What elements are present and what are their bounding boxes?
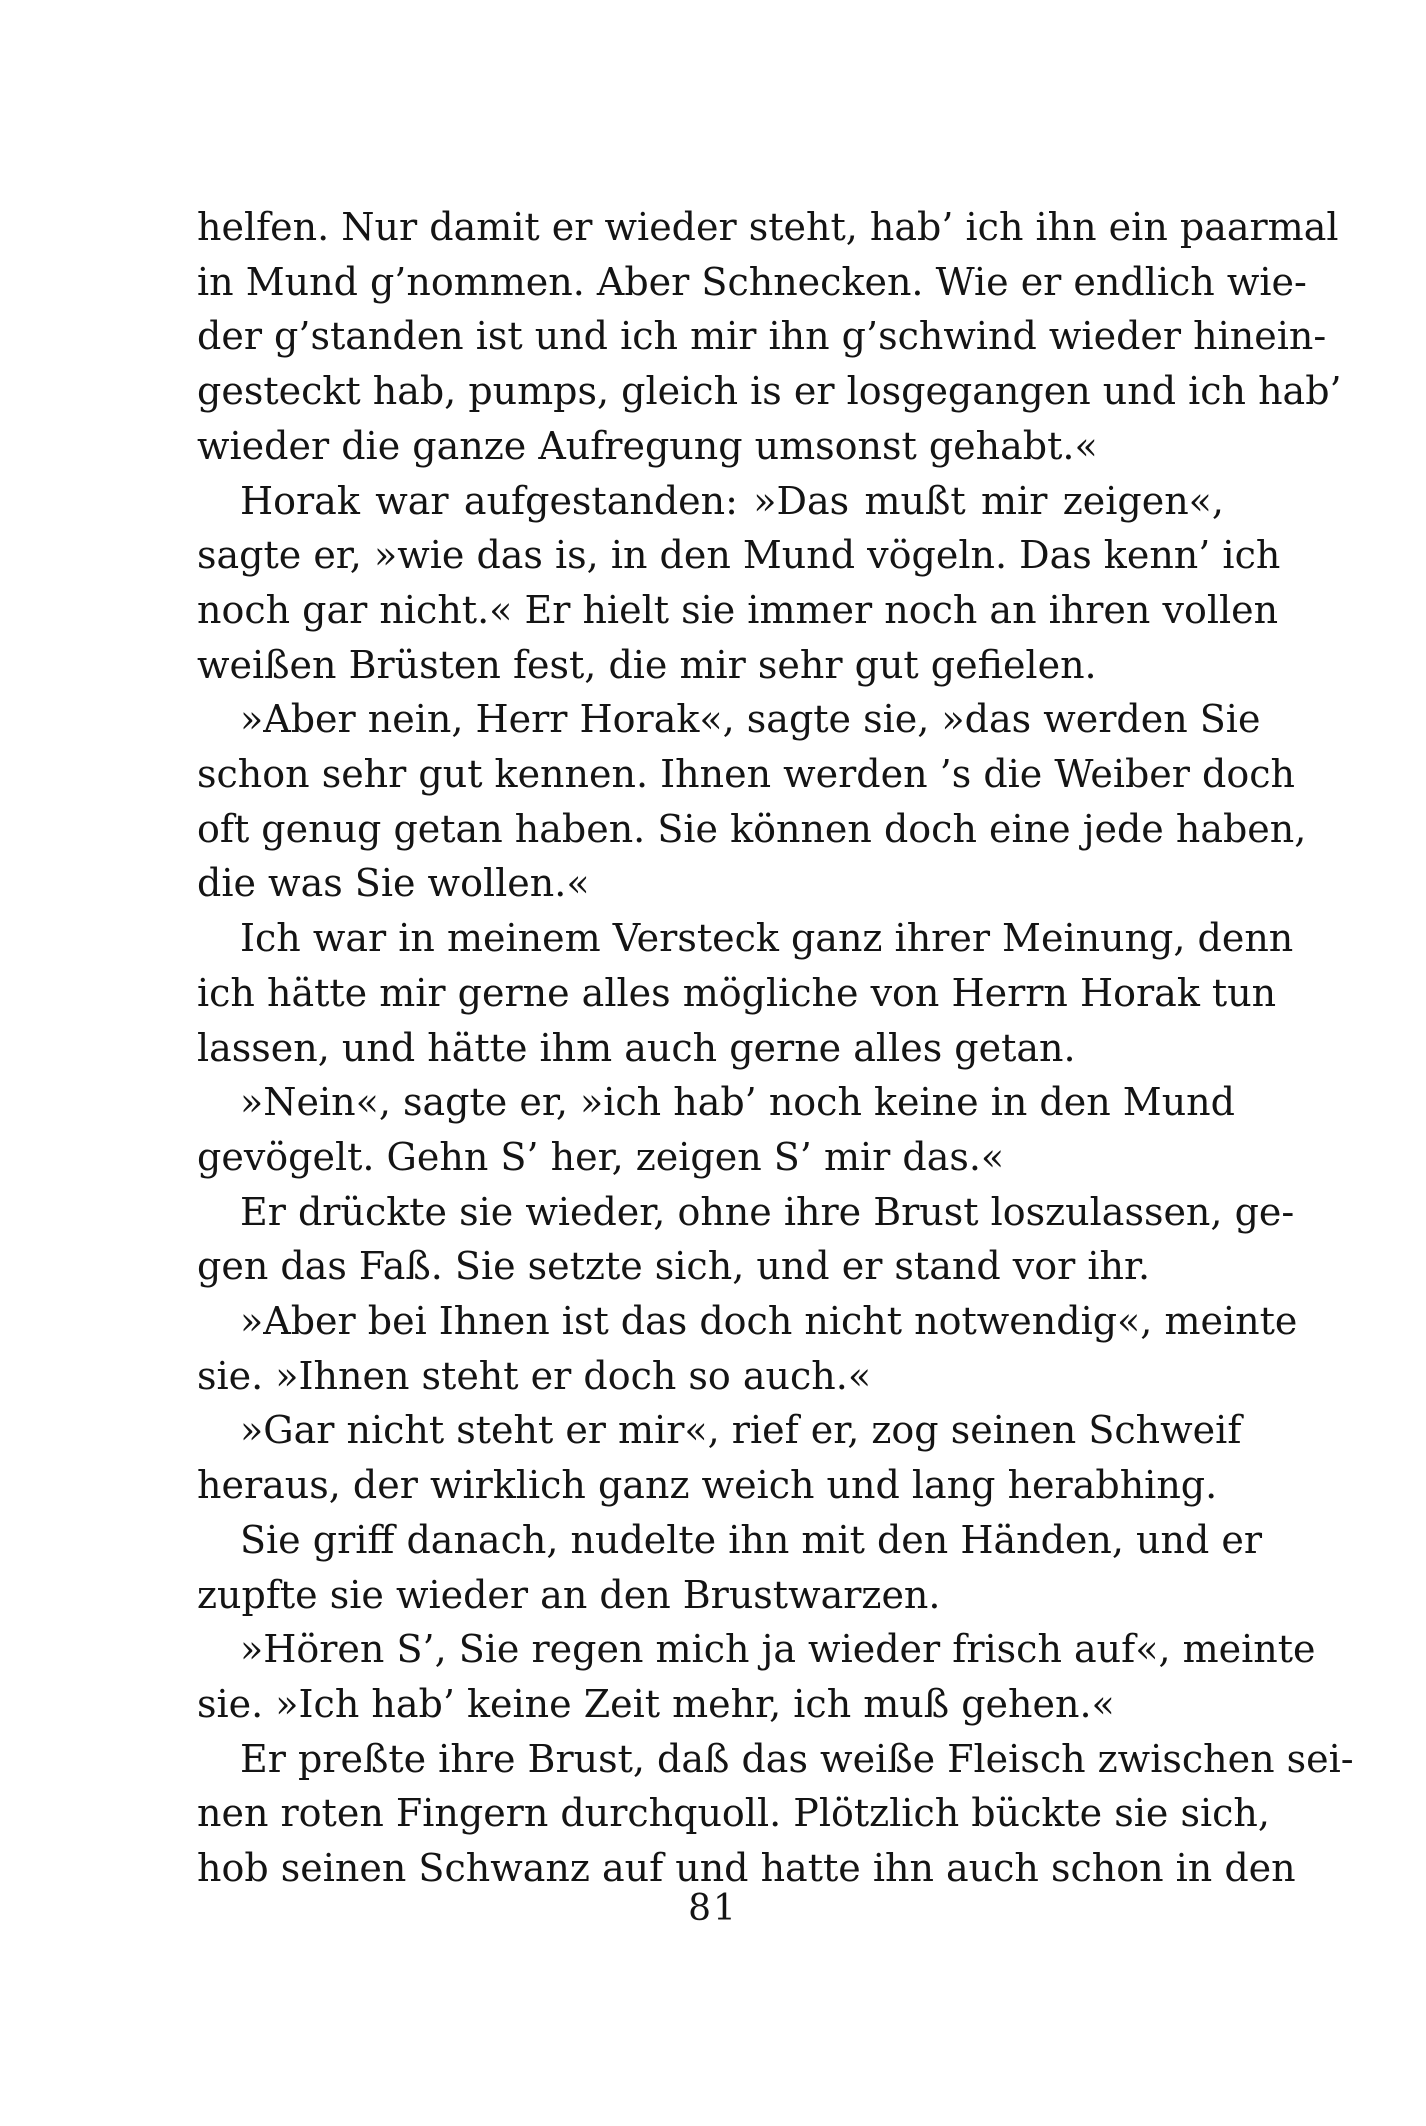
text-line: helfen. Nur damit er wieder steht, hab’ ich ihn ein paarmal [197,205,1339,249]
text-line: der g’standen ist und ich mir ihn g’schwind wieder hinein- [197,314,1327,359]
text-line: »Hören S’, Sie regen mich ja wieder frisch auf«, meinte [240,1627,1316,1672]
text-line: hob seinen Schwanz auf und hatte ihn auch schon in den [197,1846,1296,1891]
text-line: »Aber bei Ihnen ist das doch nicht notwendig«, meinte [240,1299,1298,1344]
text-line: lassen, und hätte ihm auch gerne alles getan. [197,1025,1076,1070]
text-line: nen roten Fingern durchquoll. Plötzlich bückte sie sich, [197,1791,1270,1836]
text-line: sie. »Ich hab’ keine Zeit mehr, ich muß gehen.« [197,1681,1115,1726]
text-line: die was Sie wollen.« [197,861,590,906]
text-line: »Nein«, sagte er, »ich hab’ noch keine in den Mund [240,1080,1235,1125]
text-line: wieder die ganze Aufregung umsonst gehabt.« [197,423,1098,468]
text-line: Sie griff danach, nudelte ihn mit den Händen, und er [240,1517,1263,1562]
text-line: Er drückte sie wieder, ohne ihre Brust loszulassen, ge- [240,1189,1295,1234]
text-line: gevögelt. Gehn S’ her, zeigen S’ mir das.« [197,1134,1005,1179]
text-line: weißen Brüsten fest, die mir sehr gut gefielen. [197,642,1097,687]
text-line: sie. »Ihnen steht er doch so auch.« [197,1353,872,1398]
body-text [197,200,1354,1896]
text-line: Ich war in meinem Versteck ganz ihrer Meinung, denn [240,916,1294,961]
page-number: 81 [688,1888,738,1929]
text-line: »Aber nein, Herr Horak«, sagte sie, »das werden Sie [240,697,1261,742]
text-line: schon sehr gut kennen. Ihnen werden ’s die Weiber doch [197,752,1295,797]
text-line: »Gar nicht steht er mir«, rief er, zog seinen Schweif [240,1408,1242,1453]
text-line: gesteckt hab, pumps, gleich is er losgegangen und ich hab’ [197,369,1342,414]
text-line: sagte er, »wie das is, in den Mund vögeln. Das kenn’ ich [197,533,1281,578]
text-line: ich hätte mir gerne alles mögliche von Herrn Horak tun [197,970,1277,1015]
text-line: Horak war aufgestanden: »Das mußt mir zeigen«, [240,478,1224,523]
text-line: in Mund g’nommen. Aber Schnecken. Wie er endlich wie- [197,259,1307,304]
text-line: heraus, der wirklich ganz weich und lang herabhing. [197,1463,1218,1508]
text-line: Er preßte ihre Brust, daß das weiße Fleisch zwischen sei- [240,1736,1354,1781]
text-line: oft genug getan haben. Sie können doch eine jede haben, [197,806,1307,851]
text-line: gen das Faß. Sie setzte sich, und er stand vor ihr. [197,1244,1151,1289]
text-line: zupfte sie wieder an den Brustwarzen. [197,1572,941,1617]
text-line: noch gar nicht.« Er hielt sie immer noch an ihren vollen [197,587,1279,632]
